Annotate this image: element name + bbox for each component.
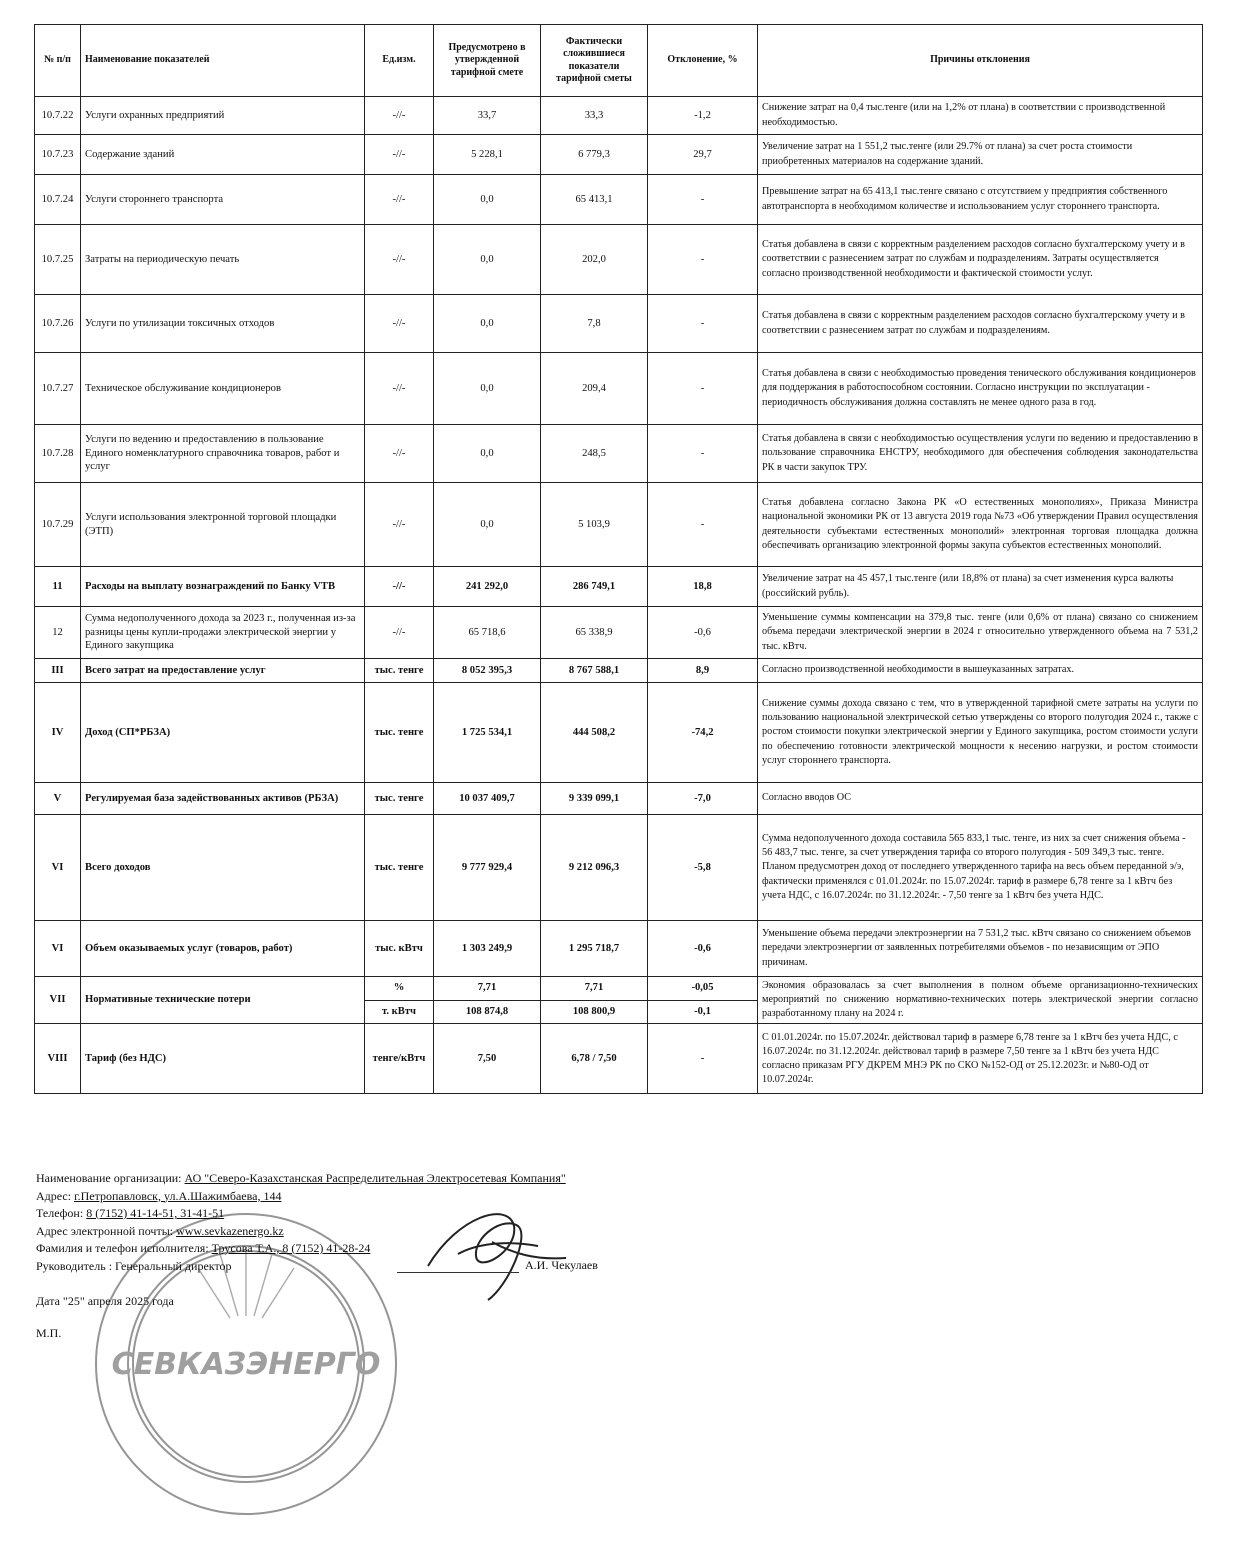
row-name: Техническое обслуживание кондиционеров (81, 353, 365, 425)
row-num: III (35, 659, 81, 683)
row-name: Услуги охранных предприятий (81, 97, 365, 135)
header-unit: Ед.изм. (365, 25, 434, 97)
header-name: Наименование показателей (81, 25, 365, 97)
row-unit: -//- (365, 135, 434, 175)
table-row (35, 175, 1203, 225)
header-reasons: Причины отклонения (758, 25, 1203, 97)
head-label: Руководитель : (36, 1258, 116, 1273)
row-actual: 5 103,9 (541, 483, 648, 567)
row-reason: Увеличение затрат на 45 457,1 тыс.тенге (или 18,8% от плана) за счет изменения курса валюты (российский рубль). (758, 567, 1203, 607)
row-reason: Статья добавлена в связи с необходимостью осуществления услуги по ведению и предоставлению в пользование справочника ЕНСТРУ, необходимого для обеспечения соблюдения законодательства РК в части закупок ТРУ. (758, 425, 1203, 483)
row-num: 10.7.26 (35, 295, 81, 353)
row-planned: 10 037 409,7 (434, 783, 541, 815)
row-unit: -//- (365, 567, 434, 607)
row-num: 12 (35, 607, 81, 659)
row-planned: 0,0 (434, 175, 541, 225)
row-unit: -//- (365, 175, 434, 225)
phone-value: 8 (7152) 41-14-51, 31-41-51 (86, 1206, 225, 1220)
row-num: VIII (35, 1024, 81, 1094)
row-planned: 1 303 249,9 (434, 921, 541, 977)
row-planned: 0,0 (434, 225, 541, 295)
row-deviation: -0,6 (648, 921, 758, 977)
table-row (35, 135, 1203, 175)
table-row (35, 659, 1203, 683)
table-row-vii-percent (35, 977, 1203, 1001)
row-num: 10.7.23 (35, 135, 81, 175)
row-unit: % (365, 977, 434, 1001)
table-header-row (35, 25, 1203, 97)
row-deviation: - (648, 483, 758, 567)
row-name: Регулируемая база задействованных активов (РБЗА) (81, 783, 365, 815)
row-reason: Снижение затрат на 0,4 тыс.тенге (или на 1,2% от плана) в соответствии с производственной необходимостью. (758, 97, 1203, 135)
table-row (35, 97, 1203, 135)
row-num: 11 (35, 567, 81, 607)
row-num: VII (35, 977, 81, 1024)
row-deviation: -74,2 (648, 683, 758, 783)
row-num: 10.7.27 (35, 353, 81, 425)
row-name: Всего доходов (81, 815, 365, 921)
row-planned: 108 874,8 (434, 1000, 541, 1024)
row-name: Тариф (без НДС) (81, 1024, 365, 1094)
row-unit: -//- (365, 295, 434, 353)
row-reason: Статья добавлена в связи с необходимостью проведения тенического обслуживания кондиционеров для поддержания в работоспособном состоянии. Согласно инструкции по эксплуатации - периодичность обслуживания должна составлять не менее одного раза в год. (758, 353, 1203, 425)
email-value[interactable]: www.sevkazenergo.kz (176, 1223, 284, 1238)
table-row (35, 607, 1203, 659)
table-row (35, 567, 1203, 607)
row-deviation: -0,6 (648, 607, 758, 659)
row-deviation: -1,2 (648, 97, 758, 135)
executor-value: Трусова Т.А., 8 (7152) 41-28-24 (211, 1241, 371, 1255)
row-name: Затраты на периодическую печать (81, 225, 365, 295)
row-reason: С 01.01.2024г. по 15.07.2024г. действовал тариф в размере 6,78 тенге за 1 кВтч без учета НДС, с 16.07.2024г. по 31.12.2024г. действовал тариф в размере 7,50 тенге за 1 кВтч без учета НДС согласно приказам РГУ ДКРЕМ МНЭ РК по СКО №152-ОД от 25.12.2023г. и №80-ОД от 10.07.2024г. (758, 1024, 1203, 1094)
row-unit: -//- (365, 353, 434, 425)
row-planned: 7,71 (434, 977, 541, 1001)
table-row (35, 295, 1203, 353)
document-date: Дата "25" апреля 2025 года (36, 1294, 174, 1308)
row-planned: 1 725 534,1 (434, 683, 541, 783)
row-actual: 248,5 (541, 425, 648, 483)
row-unit: тыс. тенге (365, 659, 434, 683)
signatory-name: А.И. Чекулаев (525, 1258, 598, 1272)
row-deviation: 18,8 (648, 567, 758, 607)
row-name: Доход (СП*РБЗА) (81, 683, 365, 783)
table-row (35, 683, 1203, 783)
row-deviation: -7,0 (648, 783, 758, 815)
row-planned: 33,7 (434, 97, 541, 135)
row-num: V (35, 783, 81, 815)
row-unit: -//- (365, 425, 434, 483)
table-row-viii (35, 1024, 1203, 1094)
organization-info (36, 1170, 566, 1342)
row-deviation: - (648, 1024, 758, 1094)
row-reason: Уменьшение объема передачи электроэнергии на 7 531,2 тыс. кВтч связано со снижением объемов передачи электроэнергии от заявленных потребителями объемов - по независящим от ЭПО причинам. (758, 921, 1203, 977)
table-row (35, 783, 1203, 815)
row-reason: Статья добавлена в связи с корректным разделением расходов согласно бухгалтерскому учету и в соответствии с разнесением затрат по службам и подразделениям. (758, 295, 1203, 353)
row-unit: тыс. тенге (365, 783, 434, 815)
row-reason: Увеличение затрат на 1 551,2 тыс.тенге (или 29.7% от плана) за счет роста стоимости приобретенных материалов на содержание зданий. (758, 135, 1203, 175)
phone-label: Телефон: (36, 1206, 87, 1220)
row-deviation: -0,05 (648, 977, 758, 1001)
row-planned: 0,0 (434, 295, 541, 353)
row-num: 10.7.25 (35, 225, 81, 295)
row-reason: Превышение затрат на 65 413,1 тыс.тенге связано с отсутствием у предприятия собственного автотранспорта в необходимом количестве и использованием услуг стороннего транспорта. (758, 175, 1203, 225)
header-planned: Предусмотрено в утвержденной тарифной смете (434, 25, 541, 97)
row-num: 10.7.24 (35, 175, 81, 225)
row-num: VI (35, 815, 81, 921)
row-actual: 1 295 718,7 (541, 921, 648, 977)
row-planned: 5 228,1 (434, 135, 541, 175)
row-deviation: - (648, 295, 758, 353)
row-deviation: - (648, 425, 758, 483)
row-deviation: - (648, 225, 758, 295)
row-actual: 209,4 (541, 353, 648, 425)
head-value: Генеральный директор (115, 1258, 232, 1273)
org-name: АО "Северо-Казахстанская Распределительная Электросетевая Компания" (184, 1171, 566, 1185)
row-unit: тыс. кВтч (365, 921, 434, 977)
row-planned: 7,50 (434, 1024, 541, 1094)
signature-line (397, 1272, 519, 1273)
row-reason: Сумма недополученного дохода составила 565 833,1 тыс. тенге, из них за счет снижения объема - 56 483,7 тыс. тенге, за счет утверждения тарифа со второго полугодия - 509 349,3 тыс. тенге. Планом предусмотрен доход от последнего утвержденного тарифа на весь объем переданной э/э, фактически применялся с 01.01.2024г. по 15.07.2024г. тариф в размере 6,78 тенге за 1 кВтч без учета НДС, с 16.07.2024г. по 31.12.2024г. - 7,50 тенге за 1 кВтч без учета НДС. (758, 815, 1203, 921)
row-num: VI (35, 921, 81, 977)
header-actual: Фактически сложившиеся показатели тарифной сметы (541, 25, 648, 97)
row-actual: 7,8 (541, 295, 648, 353)
address-value: г.Петропавловск, ул.А.Шажимбаева, 144 (74, 1188, 282, 1203)
executor-label: Фамилия и телефон исполнителя: (36, 1241, 212, 1255)
row-num: IV (35, 683, 81, 783)
row-actual: 108 800,9 (541, 1000, 648, 1024)
row-unit: -//- (365, 607, 434, 659)
row-actual: 65 413,1 (541, 175, 648, 225)
row-name: Расходы на выплату вознаграждений по Банку VTB (81, 567, 365, 607)
row-actual: 65 338,9 (541, 607, 648, 659)
row-num: 10.7.29 (35, 483, 81, 567)
row-name: Всего затрат на предоставление услуг (81, 659, 365, 683)
table-row (35, 815, 1203, 921)
table-row (35, 225, 1203, 295)
row-unit: -//- (365, 97, 434, 135)
row-planned: 9 777 929,4 (434, 815, 541, 921)
row-unit: -//- (365, 225, 434, 295)
row-reason: Согласно вводов ОС (758, 783, 1203, 815)
row-unit: тенге/кВтч (365, 1024, 434, 1094)
row-reason: Уменьшение суммы компенсации на 379,8 тыс. тенге (или 0,6% от плана) связано со снижением объема передачи электрической энергии в 2024 г относительно утвержденного объема на 7 531,2 тыс. кВтч. (758, 607, 1203, 659)
row-planned: 65 718,6 (434, 607, 541, 659)
row-unit: т. кВтч (365, 1000, 434, 1024)
row-deviation: 29,7 (648, 135, 758, 175)
row-deviation: - (648, 175, 758, 225)
address-label: Адрес: (36, 1188, 75, 1203)
stamp-place: М.П. (36, 1325, 62, 1340)
row-name: Сумма недополученного дохода за 2023 г., полученная из-за разницы цены купли-продажи электрической энергии у Единого закупщика (81, 607, 365, 659)
row-deviation: -5,8 (648, 815, 758, 921)
table-row (35, 483, 1203, 567)
row-name: Услуги по ведению и предоставлению в пользование Единого номенклатурного справочника товаров, работ и услуг (81, 425, 365, 483)
row-name: Нормативные технические потери (81, 977, 365, 1024)
row-actual: 8 767 588,1 (541, 659, 648, 683)
row-actual: 444 508,2 (541, 683, 648, 783)
row-unit: -//- (365, 483, 434, 567)
row-planned: 8 052 395,3 (434, 659, 541, 683)
row-deviation: 8,9 (648, 659, 758, 683)
header-num: № п/п (35, 25, 81, 97)
row-actual: 286 749,1 (541, 567, 648, 607)
table-row (35, 921, 1203, 977)
table-row (35, 353, 1203, 425)
row-planned: 0,0 (434, 483, 541, 567)
row-actual: 9 212 096,3 (541, 815, 648, 921)
row-actual: 6 779,3 (541, 135, 648, 175)
row-name: Услуги по утилизации токсичных отходов (81, 295, 365, 353)
row-actual: 33,3 (541, 97, 648, 135)
row-planned: 241 292,0 (434, 567, 541, 607)
row-num: 10.7.22 (35, 97, 81, 135)
row-name: Услуги стороннего транспорта (81, 175, 365, 225)
row-name: Услуги использования электронной торговой площадки (ЭТП) (81, 483, 365, 567)
row-reason: Снижение суммы дохода связано с тем, что в утвержденной тарифной смете затраты на услуги по пользованию национальной электрической сетью утверждены со второго полугодия 2024 г., также с ростом стоимости покупки электрической энергии у Единого закупщика, ростом стоимости услуги по обеспечению готовности электрической мощности к несению нагрузки, и ростом стоимости услуг стороннего транспорта. (758, 683, 1203, 783)
row-actual: 6,78 / 7,50 (541, 1024, 648, 1094)
row-reason: Экономия образовалась за счет выполнения в полном объеме организационно-технических мероприятий по снижению нормативно-технических потерь электрической энергии согласно разработанному плану на 2024 г. (758, 977, 1203, 1024)
row-name: Содержание зданий (81, 135, 365, 175)
row-deviation: - (648, 353, 758, 425)
seal-logo-text: СЕВКАЗЭНЕРГО (111, 1347, 381, 1382)
row-actual: 7,71 (541, 977, 648, 1001)
row-deviation: -0,1 (648, 1000, 758, 1024)
header-deviation: Отклонение, % (648, 25, 758, 97)
row-num: 10.7.28 (35, 425, 81, 483)
table-row (35, 425, 1203, 483)
row-reason: Согласно производственной необходимости в вышеуказанных затратах. (758, 659, 1203, 683)
row-name: Объем оказываемых услуг (товаров, работ) (81, 921, 365, 977)
row-unit: тыс. тенге (365, 683, 434, 783)
row-reason: Статья добавлена в связи с корректным разделением расходов согласно бухгалтерскому учету и в соответствии с разнесением затрат по службам и подразделениям. Затраты осуществляется согласно производственной необходимости и фактической стоимости услуг. (758, 225, 1203, 295)
row-planned: 0,0 (434, 425, 541, 483)
org-label: Наименование организации: (36, 1171, 185, 1185)
row-planned: 0,0 (434, 353, 541, 425)
email-label: Адрес электронной почты: (36, 1223, 177, 1238)
row-actual: 9 339 099,1 (541, 783, 648, 815)
row-reason: Статья добавлена согласно Закона РК «О естественных монополиях», Приказа Министра национальной экономики РК от 13 августа 2019 года №73 «Об утверждении Правил осуществления деятельности субъектами естественных монополий» электронная торговая площадка должна обеспечивать организацию электронной формы закупа субъектов естественных монополий. (758, 483, 1203, 567)
tariff-report-table (34, 24, 1203, 1094)
row-unit: тыс. тенге (365, 815, 434, 921)
row-actual: 202,0 (541, 225, 648, 295)
